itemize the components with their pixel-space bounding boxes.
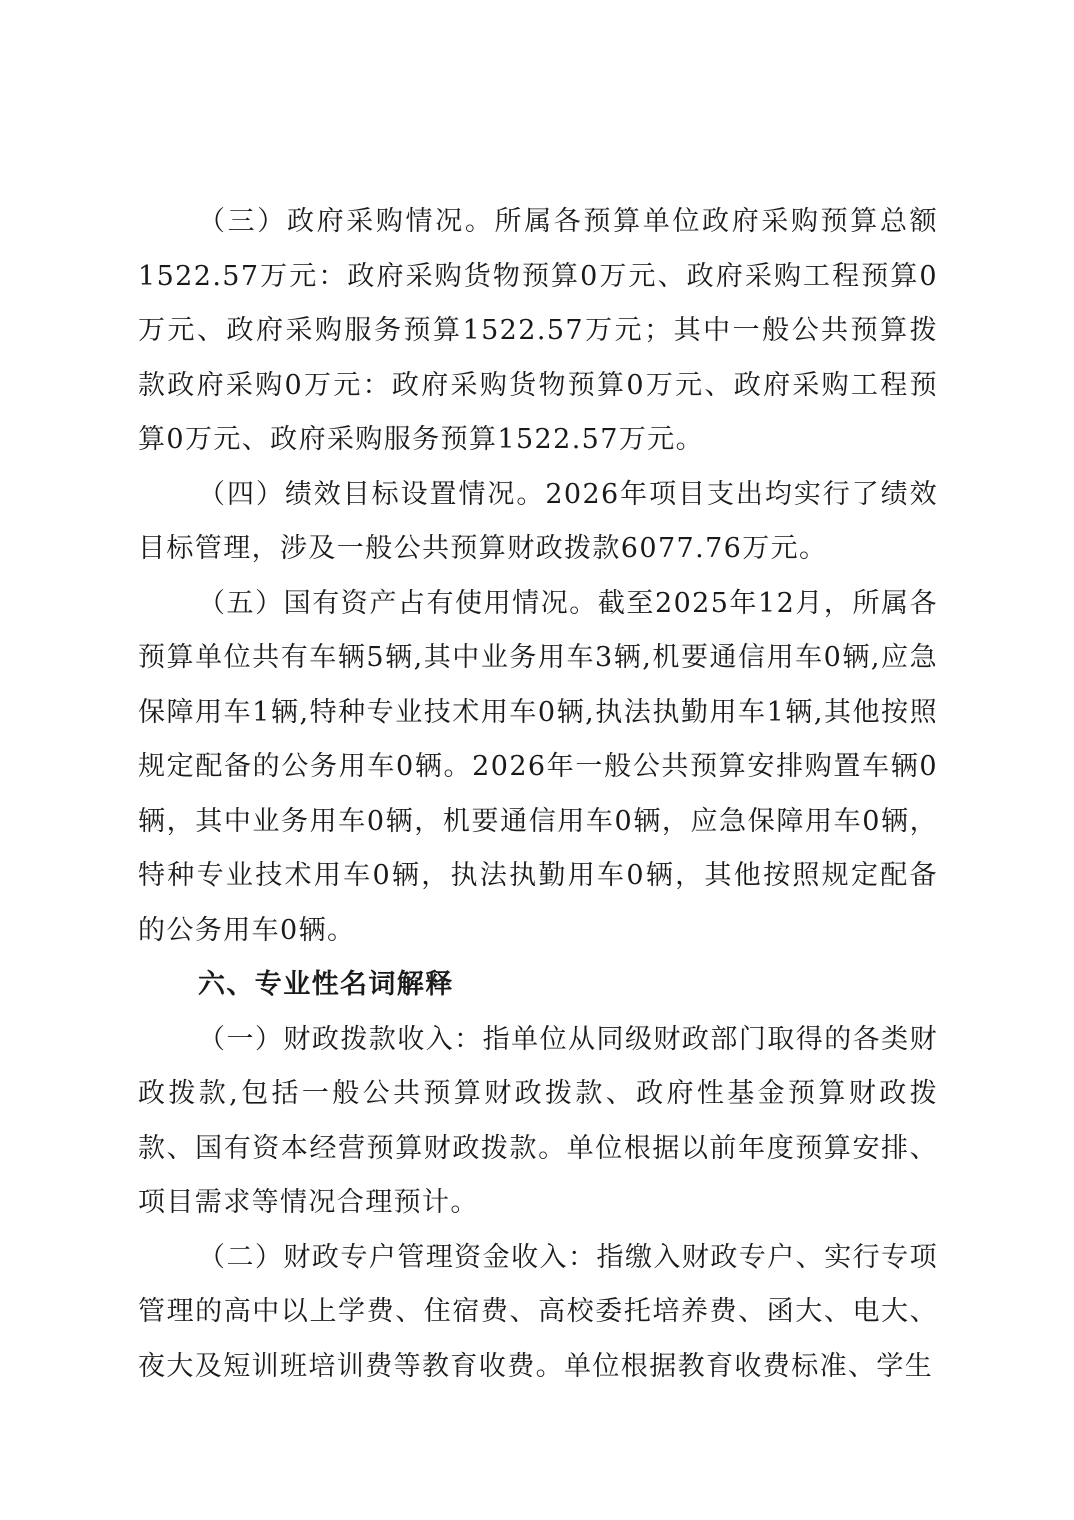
term-lead: （一）财政拨款收入： — [198, 1023, 483, 1055]
term-body: 指单位从同级财政部门取得的各类财政拨款,包括一般公共预算财政拨款、政府性基金预算财政拨款、国有资本经营预算财政拨款。单位根据以前年度预算安排、项目需求等情况合理预计。 — [138, 1023, 938, 1218]
term-body: 指缴入财政专户、实行专项管理的高中以上学费、住宿费、高校委托培养费、函大、电大、夜大及短训班培训费等教育收费。单位根据教育收费标准、学生 — [138, 1241, 938, 1382]
paragraph-lead: （三）政府采购情况。 — [198, 206, 495, 237]
paragraph-body: 2026年项目支出均实行了绩效目标管理，涉及一般公共预算财政拨款6077.76万元。 — [138, 478, 938, 564]
paragraph-government-procurement — [138, 195, 938, 468]
paragraph-lead: （四）绩效目标设置情况。 — [198, 478, 546, 510]
term-fiscal-appropriation-income — [138, 1013, 938, 1231]
paragraph-lead: （五）国有资产占有使用情况。 — [198, 587, 598, 619]
section-heading: 六、专业性名词解释 — [198, 969, 454, 1000]
paragraph-state-assets — [138, 577, 938, 959]
term-lead: （二）财政专户管理资金收入： — [198, 1241, 597, 1273]
term-fiscal-special-account-income — [138, 1231, 938, 1395]
document-page — [138, 195, 938, 1394]
paragraph-performance-targets — [138, 468, 938, 577]
paragraph-body: 所属各预算单位政府采购预算总额1522.57万元：政府采购货物预算0万元、政府采购工程预算0万元、政府采购服务预算1522.57万元；其中一般公共预算拨款政府采购0万元：政府采购货物预算0万元、政府采购工程预算0万元、政府采购服务预算1522.57万元。 — [138, 206, 938, 455]
paragraph-body: 截至2025年12月，所属各预算单位共有车辆5辆,其中业务用车3辆,机要通信用车0辆,应急保障用车1辆,特种专业技术用车0辆,执法执勤用车1辆,其他按照规定配备的公务用车0辆。2026年一般公共预算安排购置车辆0辆，其中业务用车0辆，机要通信用车0辆，应急保障用车0辆，特种专业技术用车0辆，执法执勤用车0辆，其他按照规定配备的公务用车0辆。 — [138, 587, 938, 946]
